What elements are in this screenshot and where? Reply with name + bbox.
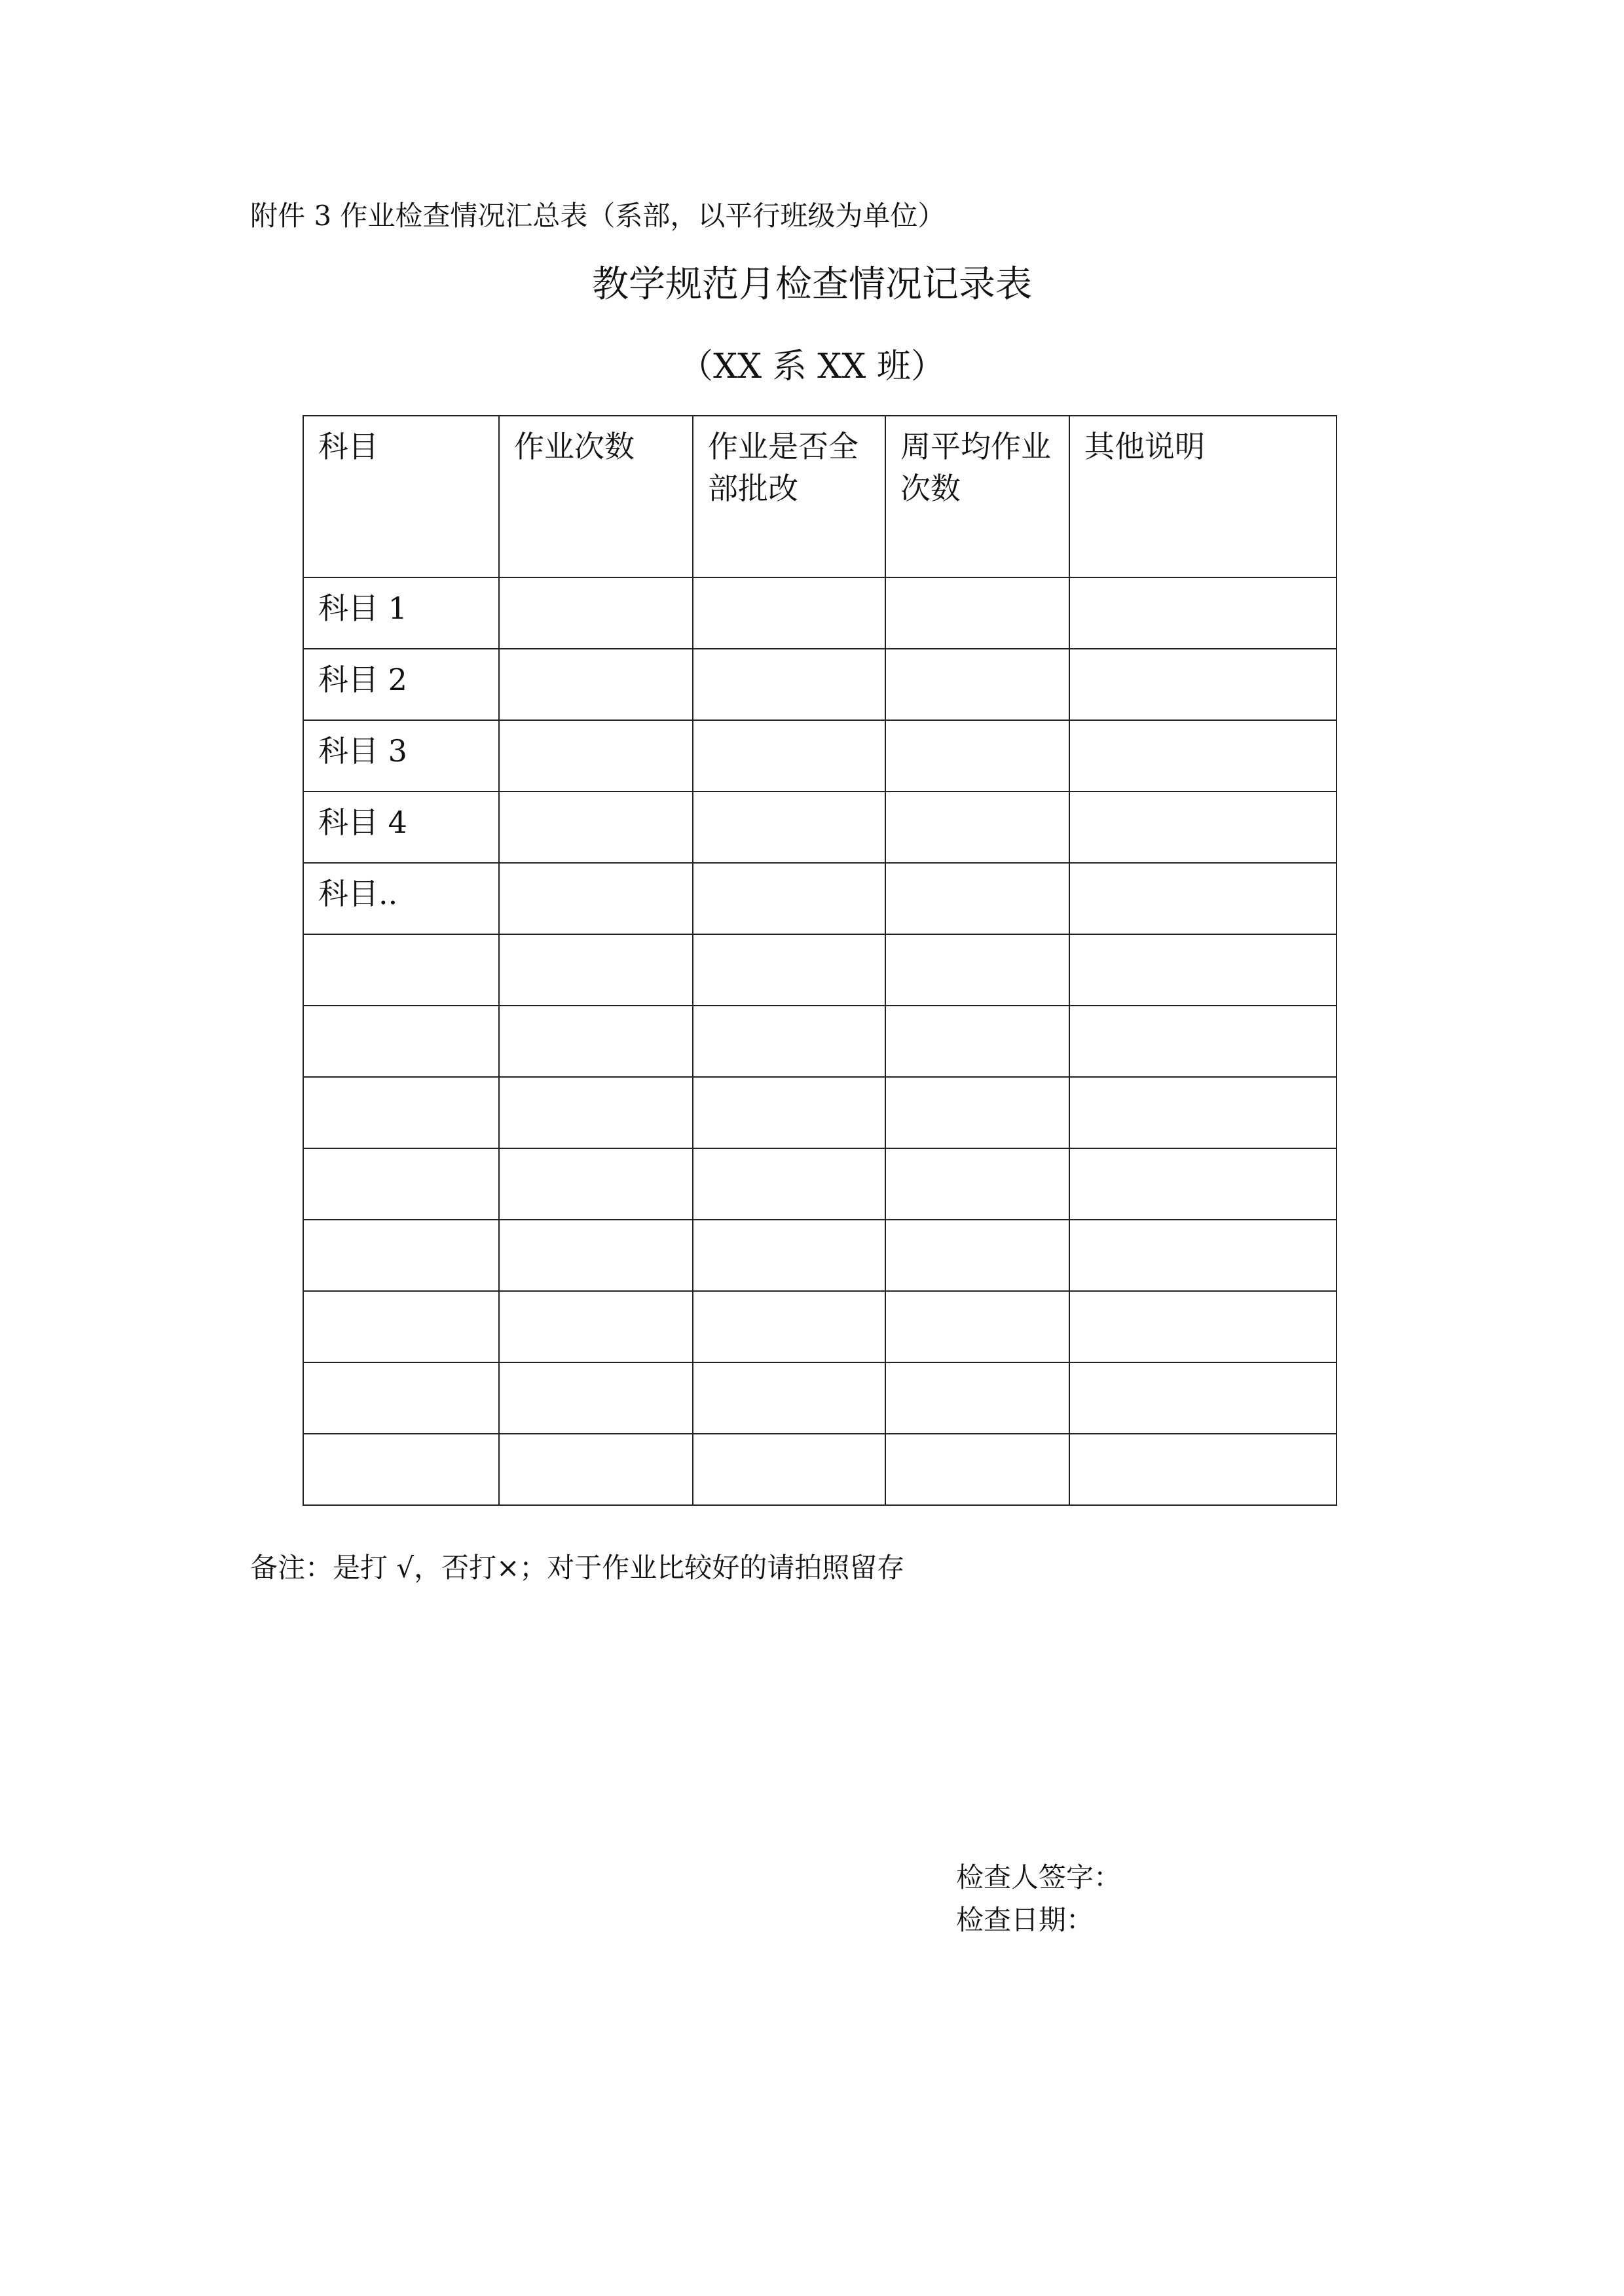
table-cell (499, 1148, 693, 1220)
table-cell (693, 720, 885, 792)
table-cell (1069, 1148, 1337, 1220)
table-cell (1069, 1362, 1337, 1434)
subject-cell (303, 1434, 499, 1505)
table-cell (885, 1434, 1069, 1505)
table-cell (1069, 1220, 1337, 1291)
table-cell (885, 792, 1069, 863)
subject-cell: 科目.. (303, 863, 499, 934)
table-cell (1069, 863, 1337, 934)
table-cell (499, 1220, 693, 1291)
table-row (303, 577, 1337, 649)
table-cell (885, 577, 1069, 649)
subject-cell (303, 1148, 499, 1220)
table-row (303, 649, 1337, 720)
table-row (303, 1148, 1337, 1220)
table-cell (499, 1291, 693, 1362)
table-cell (499, 720, 693, 792)
header-cell: 作业是否全部批改 (693, 416, 885, 577)
table-cell (499, 1077, 693, 1148)
signer-label: 检查人签字： (956, 1861, 1122, 1893)
table-cell (885, 863, 1069, 934)
table-cell (1069, 1291, 1337, 1362)
header-cell: 作业次数 (499, 416, 693, 577)
table-row (303, 792, 1337, 863)
table-cell (693, 1362, 885, 1434)
table-cell (885, 1006, 1069, 1077)
table-cell (499, 792, 693, 863)
page-subtitle: （XX 系 XX 班） (679, 347, 945, 386)
table-cell (499, 577, 693, 649)
header-cell: 周平均作业次数 (885, 416, 1069, 577)
subject-cell (303, 1077, 499, 1148)
subject-cell (303, 1220, 499, 1291)
table-row (303, 1434, 1337, 1505)
table-cell (693, 1434, 885, 1505)
remark-note: 备注：是打 √，否打×；对于作业比较好的请拍照留存 (250, 1552, 905, 1584)
subject-cell: 科目 1 (303, 577, 499, 649)
subject-cell: 科目 2 (303, 649, 499, 720)
table-cell (885, 1077, 1069, 1148)
record-table-container (303, 415, 1337, 1506)
table-cell (693, 1148, 885, 1220)
table-row (303, 1077, 1337, 1148)
table-cell (1069, 649, 1337, 720)
table-cell (885, 1148, 1069, 1220)
table-cell (1069, 792, 1337, 863)
table-cell (499, 1362, 693, 1434)
table-cell (1069, 720, 1337, 792)
table-cell (499, 1006, 693, 1077)
table-cell (693, 1291, 885, 1362)
table-cell (885, 720, 1069, 792)
subject-cell: 科目 3 (303, 720, 499, 792)
table-row (303, 1291, 1337, 1362)
attachment-label: 附件 3 作业检查情况汇总表（系部，以平行班级为单位） (250, 200, 946, 232)
table-cell (885, 1291, 1069, 1362)
table-cell (693, 863, 885, 934)
table-cell (885, 1220, 1069, 1291)
table-row (303, 863, 1337, 934)
table-cell (693, 1006, 885, 1077)
table-cell (499, 1434, 693, 1505)
table-cell (1069, 1077, 1337, 1148)
table-cell (499, 934, 693, 1006)
check-date-label: 检查日期： (956, 1904, 1094, 1936)
subject-cell: 科目 4 (303, 792, 499, 863)
table-cell (1069, 934, 1337, 1006)
table-cell (693, 577, 885, 649)
subject-cell (303, 1006, 499, 1077)
table-cell (885, 934, 1069, 1006)
table-cell (693, 934, 885, 1006)
table-cell (693, 1077, 885, 1148)
table-row (303, 934, 1337, 1006)
page-title: 教学规范月检查情况记录表 (592, 263, 1032, 306)
table-row (303, 1362, 1337, 1434)
table-header-row (303, 416, 1337, 577)
header-cell: 其他说明 (1069, 416, 1337, 577)
table-cell (499, 649, 693, 720)
table-row (303, 1220, 1337, 1291)
table-cell (693, 1220, 885, 1291)
table-cell (1069, 1434, 1337, 1505)
table-row (303, 1006, 1337, 1077)
table-row (303, 720, 1337, 792)
table-cell (693, 649, 885, 720)
table-cell (499, 863, 693, 934)
table-cell (885, 1362, 1069, 1434)
subject-cell (303, 934, 499, 1006)
table-cell (1069, 577, 1337, 649)
table-cell (885, 649, 1069, 720)
subject-cell (303, 1291, 499, 1362)
header-cell: 科目 (303, 416, 499, 577)
table-cell (1069, 1006, 1337, 1077)
record-table (303, 415, 1337, 1506)
table-cell (693, 792, 885, 863)
subject-cell (303, 1362, 499, 1434)
